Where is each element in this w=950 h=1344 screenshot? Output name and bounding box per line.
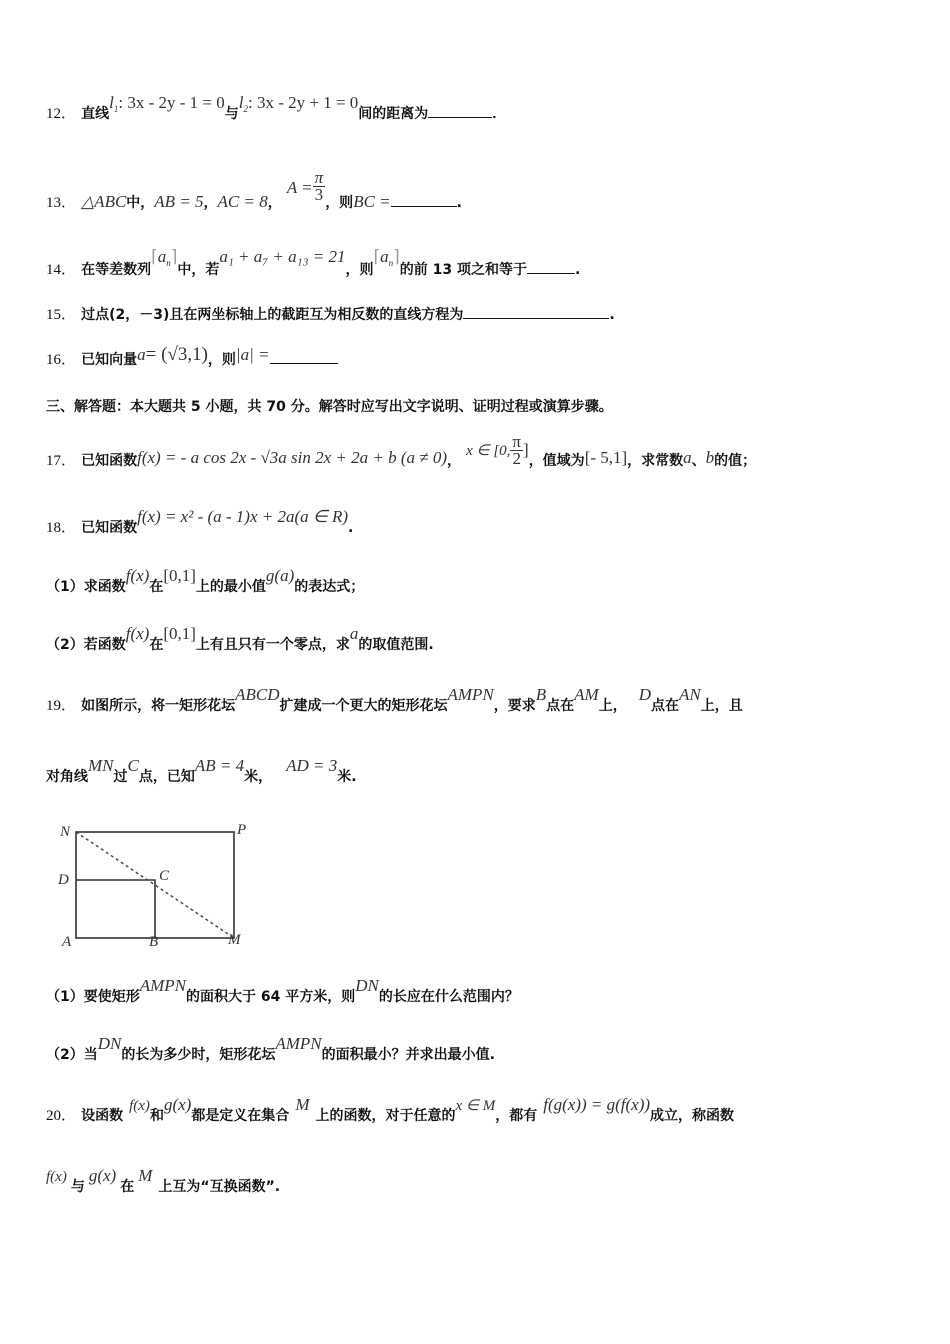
- answer-blank[interactable]: [391, 192, 457, 207]
- answer-blank[interactable]: [270, 349, 338, 364]
- label-p: P: [237, 822, 247, 838]
- fraction-pi-3: $\frac{\pi}{3}$: [314, 168, 324, 204]
- question-19: 19． 如图所示，将一矩形花坛ABCD扩建成一个更大的矩形花坛AMPN，要求B点在AM上，D点在AN上，且: [46, 685, 743, 714]
- question-number: 12．: [46, 106, 77, 122]
- fraction-pi-2: $\frac{\pi}{2}$: [512, 432, 522, 468]
- question-20: 20． 设函数f(x)和g(x)都是定义在集合M上的函数，对于任意的x ∈ M，都有f(g(x)) = g(f(x))成立，称函数: [46, 1095, 735, 1124]
- question-18: 18． 已知函数f(x) = x² - (a - 1)x + 2a(a ∈ R).: [46, 507, 354, 536]
- question-12: 12． 直线$l_1$: 3x - 2y - 1 = 0与$l_2$: 3x - 2y + 1 = 0间的距离为 ．: [46, 93, 507, 122]
- question-17: 17． 已知函数f(x) = - a cos 2x - √3a sin 2x + 2a + b (a ≠ 0)， x ∈ [0, $\frac{\pi}{2}$ ]，值域为[- 5,1]，求常数a、b的值；: [46, 432, 757, 469]
- section-heading: 三、解答题：本大题共 5 小题，共 70 分。解答时应写出文字说明、证明过程或演算步骤。: [46, 399, 613, 415]
- question-18-part-1: （1）求函数f(x)在[0,1]上的最小值g(a)的表达式；: [46, 566, 365, 595]
- question-18-part-2: （2）若函数f(x)在[0,1]上有且只有一个零点，求a的取值范围.: [46, 624, 434, 653]
- answer-blank[interactable]: [463, 304, 609, 319]
- label-a: A: [62, 934, 72, 950]
- answer-blank[interactable]: [527, 259, 575, 274]
- question-14: 14． 在等差数列$⌈a_n⌉$中，若a₁ + a₇ + a₁₃ = 21，则$⌈a_n⌉$的前 13 项之和等于 .: [46, 247, 581, 278]
- question-15: 15． 过点(2，－3)且在两坐标轴上的截距互为相反数的直线方程为 .: [46, 303, 615, 324]
- question-16: 16． 已知向量a= (√3,1)，则|a| =: [46, 340, 338, 362]
- question-19-part-1: （1）要使矩形AMPN的面积大于 64 平方米，则DN的长应在什么范围内？: [46, 976, 519, 1005]
- rectangle-figure: [52, 818, 262, 954]
- question-20-line-2: f(x)与g(x)在M上互为“互换函数”.: [46, 1166, 281, 1195]
- question-13: 13． △ABC中，AB = 5，AC = 8， A = $\frac{\pi}{3}$ ，则BC = .: [46, 168, 462, 211]
- label-n: N: [60, 824, 71, 840]
- label-c: C: [159, 868, 170, 884]
- label-m: M: [228, 932, 241, 948]
- rectangle-abcd: [76, 880, 155, 938]
- label-d: D: [58, 872, 69, 888]
- answer-blank[interactable]: [428, 103, 492, 118]
- question-19-line-2: 对角线MN过C点，已知AB = 4米，AD = 3米.: [46, 756, 357, 785]
- label-b: B: [149, 934, 159, 950]
- geometry-diagram: [52, 818, 262, 950]
- question-19-part-2: （2）当DN的长为多少时，矩形花坛AMPN的面积最小？并求出最小值.: [46, 1034, 495, 1063]
